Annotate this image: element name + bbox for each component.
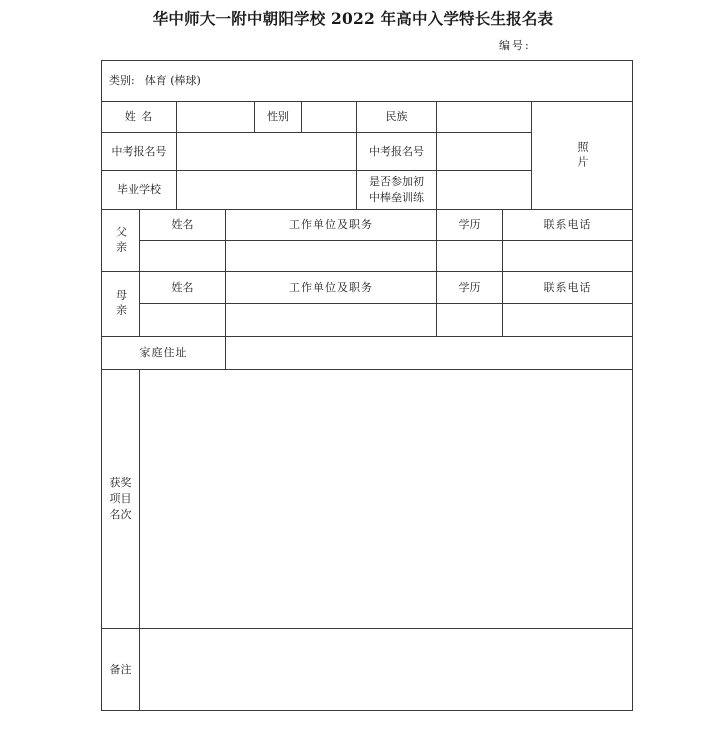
father-name-field[interactable]	[140, 241, 225, 271]
table-border-bottom	[101, 710, 633, 711]
mother-name-header: 姓名	[171, 280, 194, 294]
father-name-header: 姓名	[171, 218, 194, 232]
father-work-field[interactable]	[226, 241, 436, 271]
photo-label: 照片	[575, 140, 589, 171]
remarks-label: 备注	[109, 662, 132, 676]
address-field[interactable]	[226, 337, 632, 369]
school-label: 毕业学校	[117, 183, 161, 197]
gender-label: 性别	[267, 110, 289, 124]
mother-phone-field[interactable]	[503, 304, 632, 336]
awards-label	[102, 370, 139, 628]
father-education-field[interactable]	[437, 241, 502, 271]
training-label	[357, 171, 436, 209]
awards-label-text: 获奖项目名次	[109, 476, 132, 521]
father-phone-field[interactable]	[503, 241, 632, 271]
ethnicity-field[interactable]	[437, 102, 531, 132]
ethnicity-label: 民族	[385, 110, 408, 124]
exam-number-field-secondary[interactable]	[437, 133, 531, 170]
category-cell	[102, 61, 632, 101]
exam-number-label: 中考报名号	[111, 144, 167, 158]
category-value: 体育 (棒球)	[144, 74, 201, 88]
father-work-header: 工作单位及职务	[289, 218, 373, 232]
document-title: 华中师大一附中朝阳学校 2022 年高中入学特长生报名表	[152, 9, 554, 28]
training-label-line1: 是否参加初	[369, 175, 424, 189]
exam-number-field[interactable]	[177, 133, 356, 170]
training-label-line2: 中棒垒训练	[369, 191, 424, 204]
father-education-header: 学历	[458, 218, 481, 232]
mother-education-field[interactable]	[437, 304, 502, 336]
mother-name-field[interactable]	[140, 304, 225, 336]
father-phone-header: 联系电话	[543, 218, 592, 232]
name-field[interactable]	[177, 102, 254, 132]
exam-number-label-secondary: 中考报名号	[369, 144, 424, 158]
address-label: 家庭住址	[139, 346, 188, 360]
father-label: 父亲	[114, 225, 128, 256]
remarks-field[interactable]	[140, 629, 632, 710]
school-field[interactable]	[177, 171, 356, 209]
awards-field[interactable]	[140, 370, 632, 628]
category-label: 类别:	[109, 74, 135, 88]
name-label: 姓 名	[124, 110, 154, 124]
mother-phone-header: 联系电话	[543, 280, 592, 294]
mother-education-header: 学历	[458, 280, 481, 294]
mother-work-header: 工作单位及职务	[289, 280, 373, 294]
table-border-right	[632, 60, 633, 711]
mother-work-field[interactable]	[226, 304, 436, 336]
gender-field[interactable]	[302, 102, 356, 132]
serial-number-label: 编号:	[499, 39, 531, 52]
training-field[interactable]	[437, 171, 531, 209]
mother-label: 母亲	[114, 289, 128, 319]
